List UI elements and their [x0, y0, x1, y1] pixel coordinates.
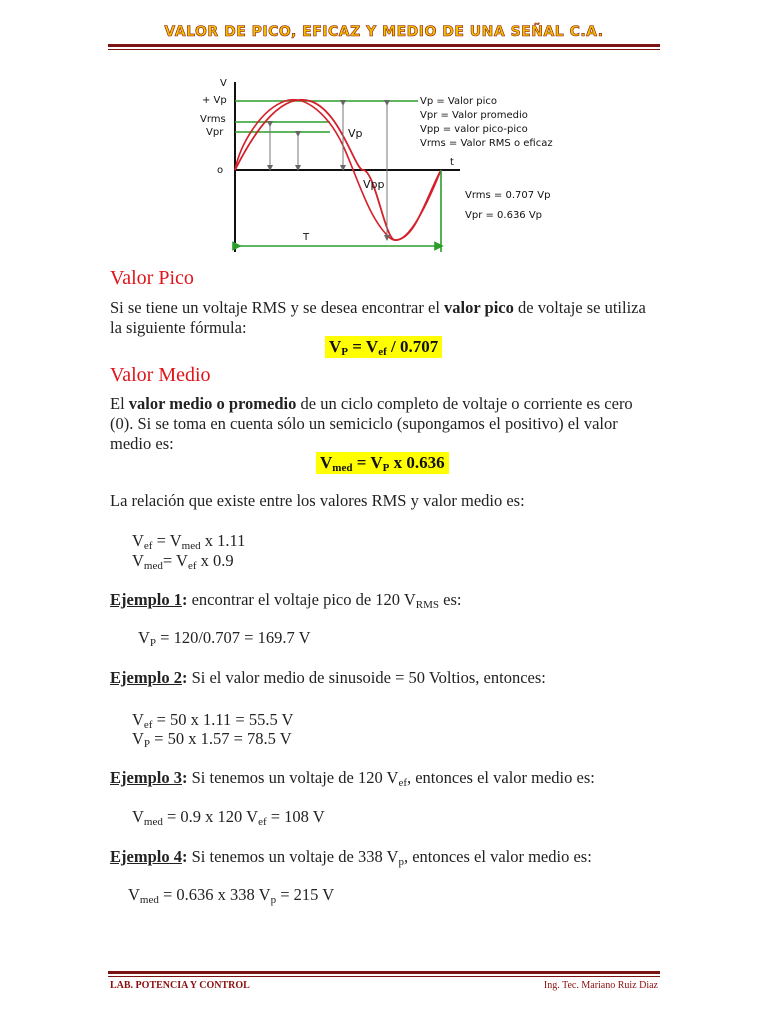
ejemplo-2-statement: Ejemplo 2: Si el valor medio de sinusoide = 50 Voltios, entonces:: [110, 668, 546, 687]
relation-vpr: Vpr = 0.636 Vp: [465, 210, 543, 221]
footer-left-text: LAB. POTENCIA Y CONTROL: [110, 980, 250, 991]
vp-label: Vp: [348, 127, 363, 140]
footer-right-text: Ing. Tec. Mariano Ruiz Diaz: [543, 980, 658, 991]
ac-signal-diagram: [200, 70, 580, 260]
ejemplo-1-result: $V_P = 120/0.707 = 169.7$ V: [138, 628, 311, 649]
footer-rule-thin: [108, 976, 660, 977]
ejemplo-4-result: $V_{med} = 0.636$ x 338 $V_p = 215$ V: [128, 885, 335, 906]
zero-label: o: [217, 165, 224, 176]
legend-1: Vp = Valor pico: [420, 96, 498, 107]
legend-4: Vrms = Valor RMS o eficaz: [420, 138, 553, 149]
section-heading-valor-medio: Valor Medio: [110, 364, 211, 386]
formula-valor-pico: $V_P = V_{ef} / 0.707$: [325, 336, 442, 358]
relacion-eq2: $V_{med}= V_{ef}$ x 0.9: [132, 551, 234, 572]
relation-vrms: Vrms = 0.707 Vp: [465, 190, 551, 201]
vpr-label: Vpr: [206, 127, 224, 138]
vpp-label: Vpp: [363, 178, 385, 191]
axis-v-label: V: [220, 78, 227, 89]
header-rule: [108, 44, 660, 47]
ejemplo-2-result-1: $V_{ef} = 50$ x 1.11 = 55.5 V: [132, 710, 294, 731]
period-label: T: [303, 232, 310, 243]
section-heading-valor-pico: Valor Pico: [110, 267, 194, 289]
plus-vp-label: + Vp: [202, 95, 227, 106]
formula-valor-medio: $V_{med} = V_P$ x 0.636: [316, 452, 449, 474]
footer-rule: [108, 971, 660, 974]
legend-2: Vpr = Valor promedio: [420, 110, 528, 121]
ejemplo-3-result: $V_{med} = 0.9$ x 120 $V_{ef} = 108$ V: [132, 807, 325, 828]
ejemplo-1-statement: Ejemplo 1: encontrar el voltaje pico de 120 $V_{RMS}$ es:: [110, 590, 462, 611]
ejemplo-3-statement: Ejemplo 3: Si tenemos un voltaje de 120 $V_{ef}$, entonces el valor medio es:: [110, 768, 595, 789]
t-axis-label: t: [450, 157, 454, 168]
relacion-intro: La relación que existe entre los valores RMS y valor medio es:: [110, 491, 525, 510]
relacion-eq1: $V_{ef} = V_{med}$ x 1.11: [132, 531, 246, 552]
header-rule-thin: [108, 49, 660, 50]
page-header-title: VALOR DE PICO, EFICAZ Y MEDIO DE UNA SEÑAL C.A.: [164, 24, 604, 40]
ejemplo-2-result-2: $V_P = 50$ x 1.57 = 78.5 V: [132, 729, 292, 750]
legend-3: Vpp = valor pico-pico: [420, 124, 528, 135]
valor-pico-paragraph: Si se tiene un voltaje RMS y se desea encontrar el valor pico de voltaje se utiliza la siguiente fórmula:: [110, 298, 646, 337]
valor-medio-paragraph: El valor medio o promedio de un ciclo completo de voltaje o corriente es cero (0). Si se toma en cuenta sólo un semiciclo (supongamos el positivo) el valor medio es:: [110, 394, 633, 453]
ejemplo-4-statement: Ejemplo 4: Si tenemos un voltaje de 338 $V_p$, entonces el valor medio es:: [110, 847, 592, 868]
vrms-label: Vrms: [200, 114, 226, 125]
